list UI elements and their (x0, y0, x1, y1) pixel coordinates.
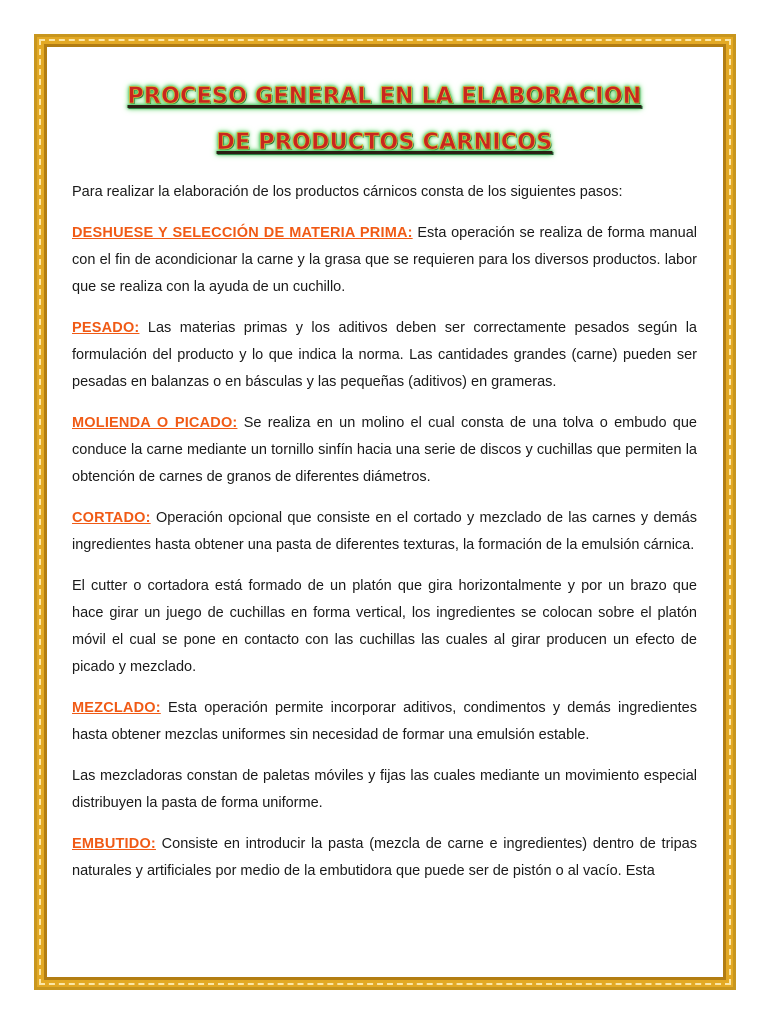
document-title-line-1: PROCESO GENERAL EN LA ELABORACION (127, 84, 642, 109)
section-molienda (72, 410, 697, 491)
section-cortado (72, 505, 697, 559)
document-title-line-2: DE PRODUCTOS CARNICOS (216, 130, 553, 155)
section-deshuese (72, 220, 697, 301)
section-heading-mezclado: MEZCLADO: (72, 700, 161, 716)
section-heading-molienda: MOLIENDA O PICADO: (72, 415, 238, 431)
section-embutido (72, 831, 697, 885)
section-heading-cortado: CORTADO: (72, 510, 151, 526)
paragraph-mezcladoras: Las mezcladoras constan de paletas móviles y fijas las cuales mediante un movimiento especial distribuyen la pasta de forma uniforme. (72, 768, 697, 811)
section-text-cortado: Operación opcional que consiste en el cortado y mezclado de las carnes y demás ingredientes hasta obtener una pasta de diferentes texturas, la formación de la emulsión cárnica. (72, 510, 697, 553)
document-body (72, 82, 697, 899)
section-heading-embutido: EMBUTIDO: (72, 836, 156, 852)
section-heading-deshuese: DESHUESE Y SELECCIÓN DE MATERIA PRIMA: (72, 225, 413, 241)
section-mezclado (72, 695, 697, 749)
section-text-mezclado: Esta operación permite incorporar aditivos, condimentos y demás ingredientes hasta obtener mezclas uniformes sin necesidad de formar una emulsión estable. (72, 700, 697, 743)
section-heading-pesado: PESADO: (72, 320, 140, 336)
intro-paragraph: Para realizar la elaboración de los productos cárnicos consta de los siguientes pasos: (72, 184, 623, 200)
section-text-deshuese: Esta operación se realiza de forma manual con el fin de acondicionar la carne y la grasa que se requieren para los diversos productos. labor que se realiza con la ayuda de un cuchillo. (72, 225, 697, 295)
section-text-molienda: Se realiza en un molino el cual consta de una tolva o embudo que conduce la carne mediante un tornillo sinfín hacia una serie de discos y cuchillas que permiten la obtención de carnes de granos de diferentes diámetros. (72, 415, 697, 485)
paragraph-cutter: El cutter o cortadora está formado de un platón que gira horizontalmente y por un brazo que hace girar un juego de cuchillas en forma vertical, los ingredientes se colocan sobre el platón móvil el cual se pone en contacto con las cuchillas las cuales al girar producen un efecto de picado y mezclado. (72, 578, 697, 675)
section-text-embutido: Consiste en introducir la pasta (mezcla de carne e ingredientes) dentro de tripas naturales y artificiales por medio de la embutidora que puede ser de pistón o al vacío. Esta (72, 836, 697, 879)
section-pesado (72, 315, 697, 396)
section-text-pesado: Las materias primas y los aditivos deben ser correctamente pesados según la formulación del producto y lo que indica la norma. Las cantidades grandes (carne) pueden ser pesadas en balanzas o en básculas y las pequeñas (aditivos) en grameras. (72, 320, 697, 390)
